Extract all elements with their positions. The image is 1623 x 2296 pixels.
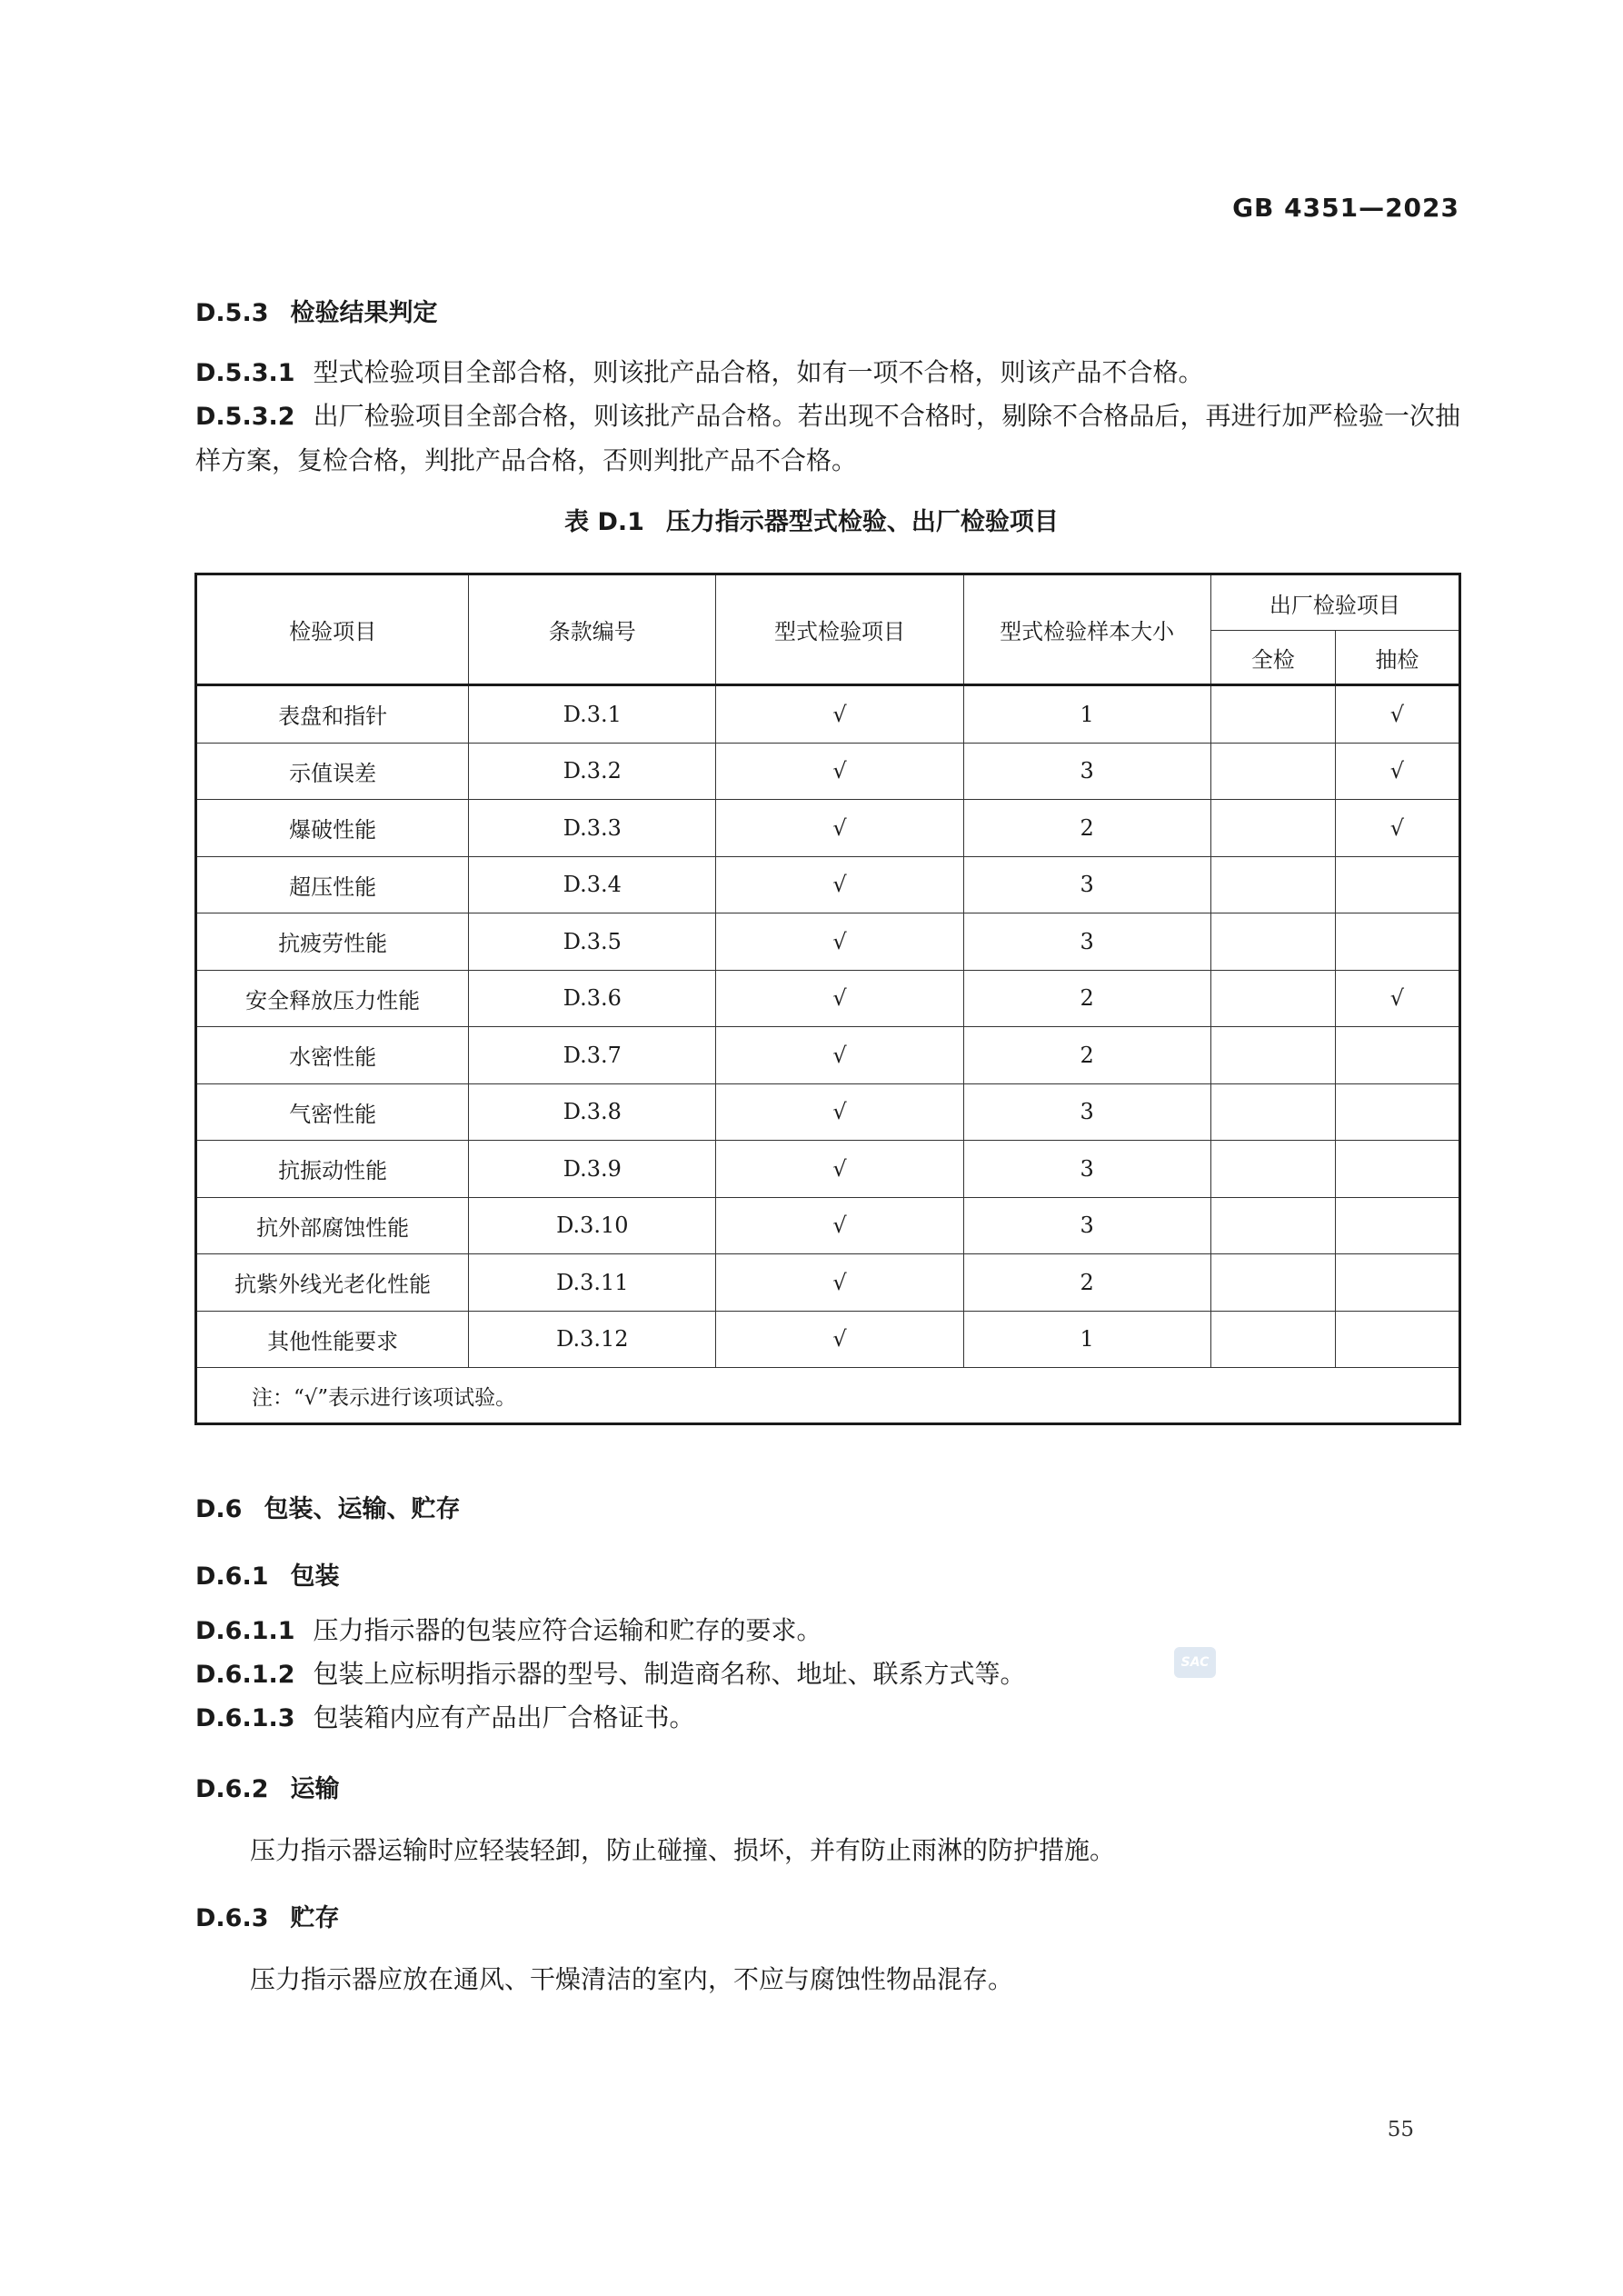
table-row xyxy=(196,800,1460,857)
cell-item: 气密性能 xyxy=(196,1083,469,1141)
cell-item: 抗振动性能 xyxy=(196,1141,469,1198)
header-sampling-inspection: 抽检 xyxy=(1335,631,1459,685)
table-row xyxy=(196,913,1460,971)
cell-type-test: √ xyxy=(716,685,963,744)
header-item: 检验项目 xyxy=(196,574,469,685)
cell-clause: D.3.11 xyxy=(469,1254,716,1312)
cell-full xyxy=(1210,800,1335,857)
cell-sampling: √ xyxy=(1335,685,1459,744)
table-caption-number: 表 D.1 xyxy=(564,508,644,536)
cell-full xyxy=(1210,1311,1335,1368)
clause-number: D.6.1.2 xyxy=(195,1661,295,1689)
section-number: D.6.2 xyxy=(195,1775,269,1803)
cell-full xyxy=(1210,1083,1335,1141)
cell-full xyxy=(1210,743,1335,800)
table-note-row xyxy=(196,1368,1460,1424)
cell-sample: 2 xyxy=(963,1254,1210,1312)
table-row xyxy=(196,1083,1460,1141)
clause-text: 压力指示器的包装应符合运输和贮存的要求。 xyxy=(313,1615,822,1645)
cell-sampling xyxy=(1335,1083,1459,1141)
cell-type-test: √ xyxy=(716,800,963,857)
cell-full xyxy=(1210,913,1335,971)
section-number: D.6 xyxy=(195,1495,243,1523)
cell-item: 示值误差 xyxy=(196,743,469,800)
header-full-inspection: 全检 xyxy=(1210,631,1335,685)
section-heading-d62 xyxy=(195,1769,340,1804)
cell-full xyxy=(1210,685,1335,744)
clause-text: 型式检验项目全部合格，则该批产品合格，如有一项不合格，则该产品不合格。 xyxy=(313,357,1204,387)
clause-text: 出厂检验项目全部合格，则该批产品合格。若出现不合格时，剔除不合格品后，再进行加严检验一次抽样方案，复检合格，判批产品合格，否则判批产品不合格。 xyxy=(195,401,1460,475)
table-row xyxy=(196,856,1460,913)
clause-number: D.6.1.1 xyxy=(195,1617,295,1645)
cell-sampling xyxy=(1335,1254,1459,1312)
cell-item: 其他性能要求 xyxy=(196,1311,469,1368)
header-sample-size: 型式检验样本大小 xyxy=(963,574,1210,685)
cell-sample: 3 xyxy=(963,743,1210,800)
paragraph-d611 xyxy=(195,1609,1460,1653)
cell-full xyxy=(1210,856,1335,913)
section-heading-d63 xyxy=(195,1898,340,1933)
table-row xyxy=(196,1197,1460,1254)
cell-clause: D.3.12 xyxy=(469,1311,716,1368)
cell-clause: D.3.1 xyxy=(469,685,716,744)
cell-full xyxy=(1210,1197,1335,1254)
paragraph-transport: 压力指示器运输时应轻装轻卸，防止碰撞、损坏，并有防止雨淋的防护措施。 xyxy=(250,1835,1116,1865)
cell-sampling xyxy=(1335,913,1459,971)
cell-sample: 3 xyxy=(963,1083,1210,1141)
cell-full xyxy=(1210,970,1335,1027)
table-note: 注：“√”表示进行该项试验。 xyxy=(196,1368,1460,1424)
cell-sample: 3 xyxy=(963,1197,1210,1254)
clause-number: D.6.1.3 xyxy=(195,1704,295,1732)
cell-item: 抗外部腐蚀性能 xyxy=(196,1197,469,1254)
cell-sample: 3 xyxy=(963,856,1210,913)
section-title: 运输 xyxy=(290,1775,340,1803)
cell-sampling xyxy=(1335,1027,1459,1084)
table-caption xyxy=(0,502,1623,537)
clause-text: 包装上应标明指示器的型号、制造商名称、地址、联系方式等。 xyxy=(313,1659,1026,1689)
header-clause: 条款编号 xyxy=(469,574,716,685)
section-heading-d6 xyxy=(195,1489,460,1524)
cell-clause: D.3.5 xyxy=(469,913,716,971)
cell-type-test: √ xyxy=(716,1083,963,1141)
cell-sampling xyxy=(1335,856,1459,913)
cell-clause: D.3.8 xyxy=(469,1083,716,1141)
cell-type-test: √ xyxy=(716,970,963,1027)
cell-sample: 2 xyxy=(963,800,1210,857)
cell-full xyxy=(1210,1254,1335,1312)
cell-item: 水密性能 xyxy=(196,1027,469,1084)
paragraph-storage: 压力指示器应放在通风、干燥清洁的室内，不应与腐蚀性物品混存。 xyxy=(250,1964,1014,1994)
cell-type-test: √ xyxy=(716,1197,963,1254)
paragraph-d532 xyxy=(195,394,1460,483)
cell-item: 抗紫外线光老化性能 xyxy=(196,1254,469,1312)
page-number: 55 xyxy=(1387,2118,1414,2141)
cell-type-test: √ xyxy=(716,856,963,913)
cell-clause: D.3.10 xyxy=(469,1197,716,1254)
cell-item: 爆破性能 xyxy=(196,800,469,857)
cell-sampling xyxy=(1335,1141,1459,1198)
table-row xyxy=(196,970,1460,1027)
section-title: 检验结果判定 xyxy=(290,299,438,327)
table-caption-title: 压力指示器型式检验、出厂检验项目 xyxy=(665,508,1059,536)
table-header xyxy=(196,574,1460,685)
cell-sample: 2 xyxy=(963,970,1210,1027)
cell-clause: D.3.3 xyxy=(469,800,716,857)
section-title: 包装、运输、贮存 xyxy=(264,1495,461,1523)
cell-sampling: √ xyxy=(1335,743,1459,800)
cell-clause: D.3.6 xyxy=(469,970,716,1027)
cell-type-test: √ xyxy=(716,1027,963,1084)
cell-sample: 3 xyxy=(963,1141,1210,1198)
section-title: 贮存 xyxy=(290,1904,340,1932)
cell-full xyxy=(1210,1027,1335,1084)
table-row xyxy=(196,1027,1460,1084)
cell-clause: D.3.9 xyxy=(469,1141,716,1198)
cell-item: 安全释放压力性能 xyxy=(196,970,469,1027)
section-number: D.6.3 xyxy=(195,1904,269,1932)
table-row xyxy=(196,1311,1460,1368)
table-row xyxy=(196,1254,1460,1312)
cell-sampling: √ xyxy=(1335,970,1459,1027)
cell-clause: D.3.7 xyxy=(469,1027,716,1084)
section-heading-d61 xyxy=(195,1556,340,1592)
cell-clause: D.3.4 xyxy=(469,856,716,913)
cell-sample: 3 xyxy=(963,913,1210,971)
cell-full xyxy=(1210,1141,1335,1198)
cell-sampling: √ xyxy=(1335,800,1459,857)
cell-item: 抗疲劳性能 xyxy=(196,913,469,971)
table-row xyxy=(196,1141,1460,1198)
header-type-test: 型式检验项目 xyxy=(716,574,963,685)
section-heading-d53 xyxy=(195,293,438,328)
inspection-items-table xyxy=(194,573,1461,1425)
clause-number: D.5.3.2 xyxy=(195,403,295,431)
cell-sampling xyxy=(1335,1197,1459,1254)
cell-sample: 2 xyxy=(963,1027,1210,1084)
cell-type-test: √ xyxy=(716,1141,963,1198)
cell-sampling xyxy=(1335,1311,1459,1368)
cell-type-test: √ xyxy=(716,1254,963,1312)
section-number: D.6.1 xyxy=(195,1562,269,1591)
section-number: D.5.3 xyxy=(195,299,269,327)
cell-type-test: √ xyxy=(716,1311,963,1368)
cell-item: 表盘和指针 xyxy=(196,685,469,744)
cell-type-test: √ xyxy=(716,743,963,800)
cell-clause: D.3.2 xyxy=(469,743,716,800)
paragraph-d613 xyxy=(195,1696,1460,1741)
header-factory-test: 出厂检验项目 xyxy=(1210,574,1459,631)
cell-sample: 1 xyxy=(963,685,1210,744)
clause-number: D.5.3.1 xyxy=(195,359,295,387)
cell-item: 超压性能 xyxy=(196,856,469,913)
sac-watermark-logo: SAC xyxy=(1174,1647,1216,1678)
clause-text: 包装箱内应有产品出厂合格证书。 xyxy=(313,1702,695,1732)
paragraph-d612 xyxy=(195,1652,1460,1697)
paragraph-d531 xyxy=(195,351,1460,395)
table-row xyxy=(196,685,1460,744)
table-body xyxy=(196,685,1460,1424)
standard-number: GB 4351—2023 xyxy=(1232,193,1459,223)
table-row xyxy=(196,743,1460,800)
cell-sample: 1 xyxy=(963,1311,1210,1368)
cell-type-test: √ xyxy=(716,913,963,971)
section-title: 包装 xyxy=(290,1562,340,1591)
